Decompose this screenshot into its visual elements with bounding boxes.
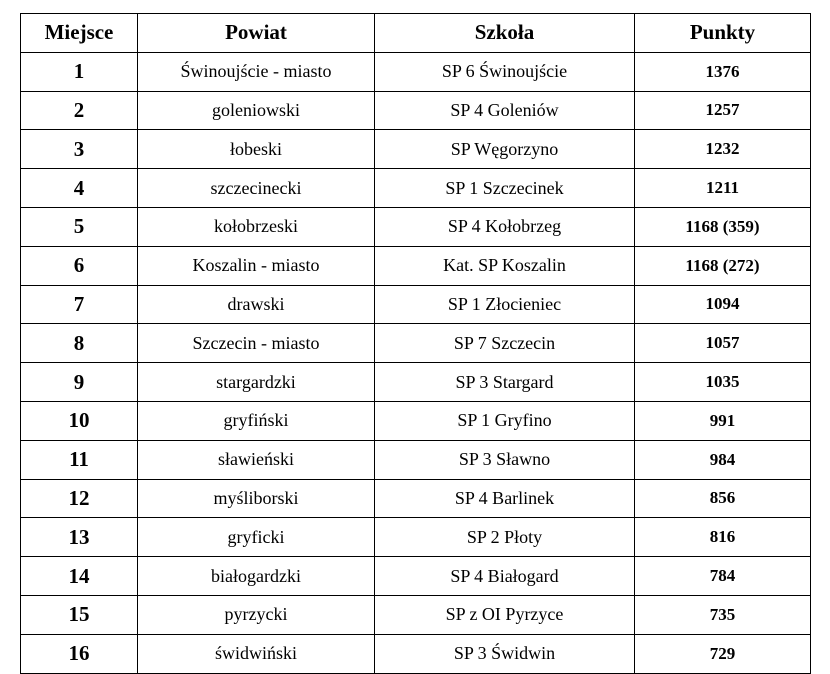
powiat-cell: sławieński: [138, 440, 375, 479]
table-row: [21, 595, 811, 634]
table-row: [21, 401, 811, 440]
place-cell: 5: [21, 207, 138, 246]
szkola-cell: SP 1 Złocieniec: [375, 285, 635, 324]
punkty-cell: 984: [635, 440, 811, 479]
punkty-cell: 1057: [635, 324, 811, 363]
szkola-cell: SP 1 Szczecinek: [375, 169, 635, 208]
powiat-cell: łobeski: [138, 130, 375, 169]
szkola-cell: SP Węgorzyno: [375, 130, 635, 169]
table-row: [21, 285, 811, 324]
powiat-cell: kołobrzeski: [138, 207, 375, 246]
table-row: [21, 324, 811, 363]
place-cell: 11: [21, 440, 138, 479]
place-cell: 16: [21, 634, 138, 673]
table-body: [21, 52, 811, 673]
powiat-cell: białogardzki: [138, 557, 375, 596]
szkola-cell: SP 1 Gryfino: [375, 401, 635, 440]
table-row: [21, 246, 811, 285]
table-row: [21, 518, 811, 557]
table-row: [21, 169, 811, 208]
place-cell: 15: [21, 595, 138, 634]
punkty-cell: 991: [635, 401, 811, 440]
szkola-cell: SP 3 Stargard: [375, 363, 635, 402]
table-row: [21, 440, 811, 479]
header-place: Miejsce: [21, 14, 138, 53]
place-cell: 6: [21, 246, 138, 285]
table-row: [21, 634, 811, 673]
szkola-cell: SP 2 Płoty: [375, 518, 635, 557]
place-cell: 10: [21, 401, 138, 440]
szkola-cell: SP 6 Świnoujście: [375, 52, 635, 91]
szkola-cell: SP 4 Kołobrzeg: [375, 207, 635, 246]
powiat-cell: Szczecin - miasto: [138, 324, 375, 363]
header-szkola: Szkoła: [375, 14, 635, 53]
results-table-container: [20, 13, 811, 674]
header-powiat: Powiat: [138, 14, 375, 53]
place-cell: 2: [21, 91, 138, 130]
header-punkty: Punkty: [635, 14, 811, 53]
powiat-cell: myśliborski: [138, 479, 375, 518]
punkty-cell: 1232: [635, 130, 811, 169]
table-row: [21, 91, 811, 130]
powiat-cell: goleniowski: [138, 91, 375, 130]
szkola-cell: SP z OI Pyrzyce: [375, 595, 635, 634]
powiat-cell: Koszalin - miasto: [138, 246, 375, 285]
powiat-cell: szczecinecki: [138, 169, 375, 208]
place-cell: 4: [21, 169, 138, 208]
punkty-cell: 1094: [635, 285, 811, 324]
place-cell: 1: [21, 52, 138, 91]
table-row: [21, 130, 811, 169]
table-row: [21, 479, 811, 518]
punkty-cell: 735: [635, 595, 811, 634]
results-table: [20, 13, 811, 674]
szkola-cell: SP 7 Szczecin: [375, 324, 635, 363]
punkty-cell: 856: [635, 479, 811, 518]
table-row: [21, 52, 811, 91]
szkola-cell: Kat. SP Koszalin: [375, 246, 635, 285]
powiat-cell: gryficki: [138, 518, 375, 557]
powiat-cell: stargardzki: [138, 363, 375, 402]
table-row: [21, 207, 811, 246]
szkola-cell: SP 3 Świdwin: [375, 634, 635, 673]
punkty-cell: 1376: [635, 52, 811, 91]
powiat-cell: świdwiński: [138, 634, 375, 673]
place-cell: 8: [21, 324, 138, 363]
punkty-cell: 1168 (359): [635, 207, 811, 246]
table-row: [21, 557, 811, 596]
punkty-cell: 1168 (272): [635, 246, 811, 285]
powiat-cell: pyrzycki: [138, 595, 375, 634]
place-cell: 7: [21, 285, 138, 324]
szkola-cell: SP 4 Białogard: [375, 557, 635, 596]
place-cell: 12: [21, 479, 138, 518]
place-cell: 9: [21, 363, 138, 402]
punkty-cell: 784: [635, 557, 811, 596]
szkola-cell: SP 4 Goleniów: [375, 91, 635, 130]
punkty-cell: 1035: [635, 363, 811, 402]
powiat-cell: gryfiński: [138, 401, 375, 440]
punkty-cell: 1257: [635, 91, 811, 130]
place-cell: 3: [21, 130, 138, 169]
powiat-cell: Świnoujście - miasto: [138, 52, 375, 91]
punkty-cell: 816: [635, 518, 811, 557]
header-row: [21, 14, 811, 53]
place-cell: 13: [21, 518, 138, 557]
punkty-cell: 729: [635, 634, 811, 673]
table-row: [21, 363, 811, 402]
punkty-cell: 1211: [635, 169, 811, 208]
szkola-cell: SP 4 Barlinek: [375, 479, 635, 518]
szkola-cell: SP 3 Sławno: [375, 440, 635, 479]
place-cell: 14: [21, 557, 138, 596]
powiat-cell: drawski: [138, 285, 375, 324]
